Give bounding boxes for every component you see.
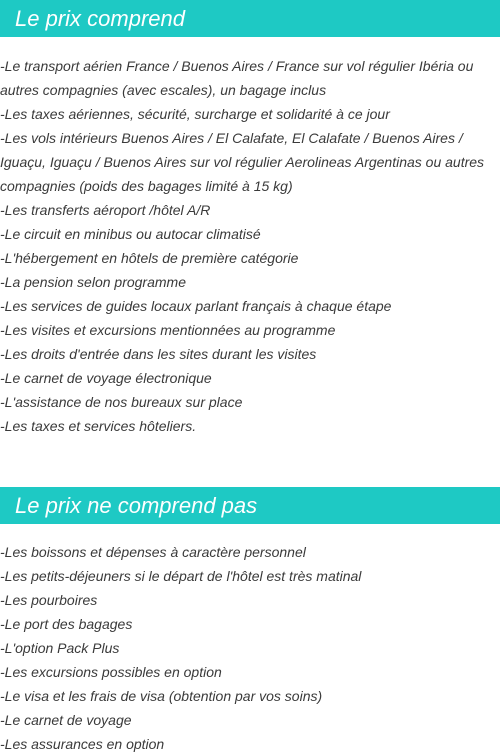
list-item: -Les boissons et dépenses à caractère personnel [0, 544, 306, 560]
list-item: -Le carnet de voyage [0, 712, 132, 728]
list-item: -Les petits-déjeuners si le départ de l'hôtel est très matinal [0, 568, 362, 584]
price-excludes-header [0, 487, 500, 524]
list-item: -Les droits d'entrée dans les sites durant les visites [0, 346, 317, 362]
list-item: -Le carnet de voyage électronique [0, 370, 212, 386]
price-includes-title: Le prix comprend [15, 6, 185, 31]
list-item: -Les vols intérieurs Buenos Aires / El Calafate, El Calafate / Buenos Aires / Iguaçu, Iguaçu / Buenos Aires sur vol régulier Aerolineas Argentinas ou autres compagnies (poids des bagages limité à 15 kg) [0, 130, 485, 194]
list-item: -Le transport aérien France / Buenos Aires / France sur vol régulier Ibéria ou autres compagnies (avec escales), un bagage inclus [0, 58, 474, 98]
list-item: -L'assistance de nos bureaux sur place [0, 394, 243, 410]
list-item: -Les assurances en option [0, 736, 165, 752]
price-excludes-list [0, 540, 500, 756]
list-item: -Les visites et excursions mentionnées au programme [0, 322, 336, 338]
list-item: -Le circuit en minibus ou autocar climatisé [0, 226, 261, 242]
list-item: -Les transferts aéroport /hôtel A/R [0, 202, 211, 218]
list-item: -L'hébergement en hôtels de première catégorie [0, 250, 299, 266]
list-item: -Le port des bagages [0, 616, 133, 632]
price-includes-list [0, 54, 500, 438]
list-item: -Les taxes et services hôteliers. [0, 418, 197, 434]
list-item: -Les taxes aériennes, sécurité, surcharge et solidarité à ce jour [0, 106, 390, 122]
list-item: -L'option Pack Plus [0, 640, 120, 656]
list-item: -Les excursions possibles en option [0, 664, 222, 680]
price-includes-header [0, 0, 500, 37]
price-excludes-title: Le prix ne comprend pas [15, 493, 258, 518]
list-item: -Le visa et les frais de visa (obtention par vos soins) [0, 688, 323, 704]
list-item: -Les services de guides locaux parlant français à chaque étape [0, 298, 392, 314]
list-item: -La pension selon programme [0, 274, 186, 290]
list-item: -Les pourboires [0, 592, 98, 608]
